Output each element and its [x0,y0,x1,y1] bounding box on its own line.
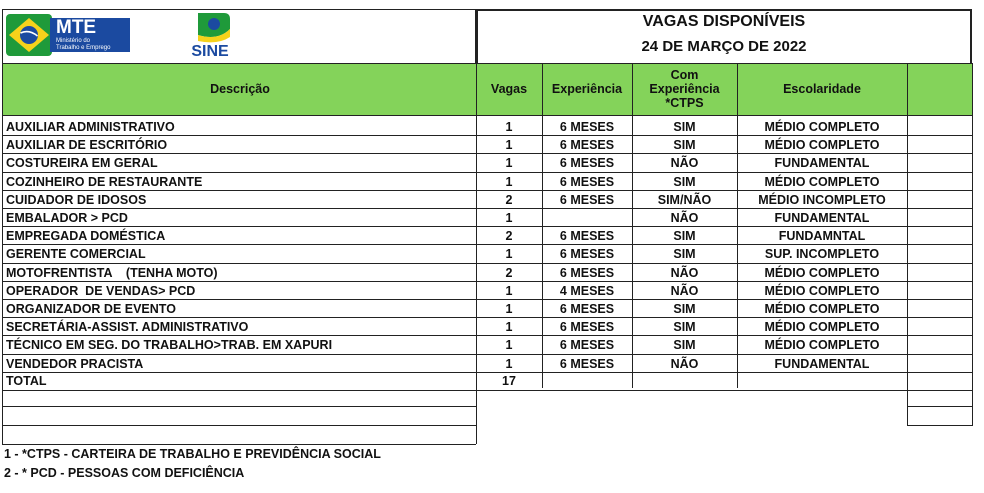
cell-ctps: SIM [673,302,696,316]
cell-escolaridade: MÉDIO COMPLETO [764,138,880,153]
cell-ctps: SIM [673,174,696,189]
grid-line [2,317,973,318]
grid-line [907,63,908,426]
grid-line [2,63,973,64]
mte-logo-subtitle-1: Ministério do [56,38,91,44]
grid-line [2,281,973,282]
cell-vagas: 1 [505,356,513,371]
grid-line [2,172,973,173]
cell-vagas: 1 [505,174,513,189]
cell-escolaridade: SUP. INCOMPLETO [764,247,880,262]
cell-descricao: COZINHEIRO DE RESTAURANTE [6,174,203,189]
cell-vagas: 1 [505,302,513,316]
cell-escolaridade: FUNDAMNTAL [778,229,866,244]
grid-line [907,406,972,407]
grid-line [2,444,476,445]
cell-ctps: NÃO [670,265,699,280]
cell-vagas: 1 [505,211,513,225]
cell-ctps: SIM/NÃO [657,192,712,207]
grid-line [2,115,973,116]
cell-descricao: TÉCNICO EM SEG. DO TRABALHO>TRAB. EM XAPURI [6,338,333,353]
grid-line [2,354,973,355]
cell-experiencia: 6 MESES [559,356,615,371]
mte-logo-text: MTE [56,17,97,38]
total-label: TOTAL [6,374,47,388]
cell-experiencia: 6 MESES [559,120,615,134]
cell-vagas: 2 [505,192,513,207]
cell-ctps: SIM [673,120,696,134]
cell-descricao: ORGANIZADOR DE EVENTO [6,302,176,316]
cell-ctps: SIM [673,320,696,335]
cell-vagas: 2 [505,229,513,244]
cell-experiencia: 6 MESES [559,320,615,335]
cell-experiencia: 4 MESES [559,283,615,298]
cell-experiencia: 6 MESES [559,338,615,353]
cell-escolaridade: MÉDIO COMPLETO [764,302,880,316]
cell-escolaridade: FUNDAMENTAL [774,211,870,225]
brazil-flag-icon [6,14,52,56]
mte-logo-subtitle-2: Trabalho e Emprego [56,45,111,51]
grid-line [2,335,973,336]
cell-descricao: AUXILIAR ADMINISTRATIVO [6,120,175,134]
cell-escolaridade: MÉDIO COMPLETO [764,283,880,298]
mte-logo-panel [50,18,130,52]
cell-experiencia: 6 MESES [559,247,615,262]
cell-experiencia: 6 MESES [559,138,615,153]
column-header-line-ctps: *CTPS [665,96,704,110]
column-header-com-experiencia-ctps [632,63,737,115]
cell-vagas: 1 [505,320,513,335]
page-date: 24 DE MARÇO DE 2022 [641,38,807,55]
cell-experiencia: 6 MESES [559,302,615,316]
cell-descricao: EMBALADOR > PCD [6,211,128,225]
cell-ctps: SIM [673,338,696,353]
grid-line [2,153,973,154]
grid-line [2,208,973,209]
cell-ctps: SIM [673,138,696,153]
grid-line [2,425,476,426]
grid-line [2,390,973,391]
grid-line [2,244,973,245]
cell-ctps: SIM [673,247,696,262]
cell-experiencia: 6 MESES [559,265,615,280]
cell-vagas: 1 [505,138,513,153]
sine-logo [184,11,236,61]
cell-vagas: 2 [505,265,513,280]
cell-experiencia: 6 MESES [559,174,615,189]
cell-escolaridade: FUNDAMENTAL [774,356,870,371]
mte-logo [6,14,130,56]
grid-line [2,135,973,136]
cell-vagas: 1 [505,283,513,298]
total-value: 17 [502,374,516,388]
cell-vagas: 1 [505,156,513,171]
grid-line [2,226,973,227]
cell-experiencia: 6 MESES [559,192,615,207]
cell-descricao: EMPREGADA DOMÉSTICA [6,229,166,244]
grid-line [2,299,973,300]
footnote-ctps: 1 - *CTPS - CARTEIRA DE TRABALHO E PREVIDÊNCIA SOCIAL [4,447,381,461]
cell-descricao: SECRETÁRIA-ASSIST. ADMINISTRATIVO [6,320,249,335]
grid-line [2,372,973,373]
cell-ctps: NÃO [670,356,699,371]
column-header-line-experiencia: Experiência [649,82,720,96]
grid-line [2,63,3,444]
cell-escolaridade: MÉDIO COMPLETO [764,265,880,280]
grid-line [542,63,543,388]
footnote-pcd: 2 - * PCD - PESSOAS COM DEFICIÊNCIA [4,466,245,480]
grid-line [737,63,738,388]
cell-escolaridade: FUNDAMENTAL [774,156,870,171]
cell-experiencia: 6 MESES [559,156,615,171]
cell-descricao: VENDEDOR PRACISTA [6,356,144,371]
cell-descricao: GERENTE COMERCIAL [6,247,146,262]
cell-descricao: AUXILIAR DE ESCRITÓRIO [6,138,168,153]
cell-escolaridade: MÉDIO INCOMPLETO [758,192,886,207]
sine-logo-text: SINE [191,43,229,60]
grid-line [476,388,477,444]
column-header-line-com: Com [670,68,699,82]
grid-line [2,263,973,264]
grid-line [2,406,476,407]
cell-ctps: SIM [673,229,696,244]
cell-ctps: NÃO [670,211,699,225]
cell-ctps: NÃO [670,156,699,171]
column-header-experiencia: Experiência [551,82,623,96]
cell-experiencia: 6 MESES [559,229,615,244]
cell-ctps: NÃO [670,283,699,298]
cell-escolaridade: MÉDIO COMPLETO [764,120,880,134]
column-header-escolaridade: Escolaridade [783,82,861,96]
cell-vagas: 1 [505,247,513,262]
cell-descricao: OPERADOR DE VENDAS> PCD [6,283,196,298]
grid-line [2,190,973,191]
sine-flag-icon [184,11,236,45]
cell-vagas: 1 [505,120,513,134]
cell-escolaridade: MÉDIO COMPLETO [764,320,880,335]
page-title: VAGAS DISPONÍVEIS [642,13,806,30]
cell-escolaridade: MÉDIO COMPLETO [764,174,880,189]
cell-escolaridade: MÉDIO COMPLETO [764,338,880,353]
grid-line [972,63,973,426]
cell-vagas: 1 [505,338,513,353]
grid-line [632,63,633,388]
grid-line [476,9,477,388]
column-header-descricao: Descrição [210,82,270,96]
cell-descricao: COSTUREIRA EM GERAL [6,156,158,171]
column-header-vagas: Vagas [490,82,528,96]
cell-descricao: MOTOFRENTISTA (TENHA MOTO) [6,265,218,280]
grid-line [907,425,972,426]
cell-descricao: CUIDADOR DE IDOSOS [6,192,147,207]
